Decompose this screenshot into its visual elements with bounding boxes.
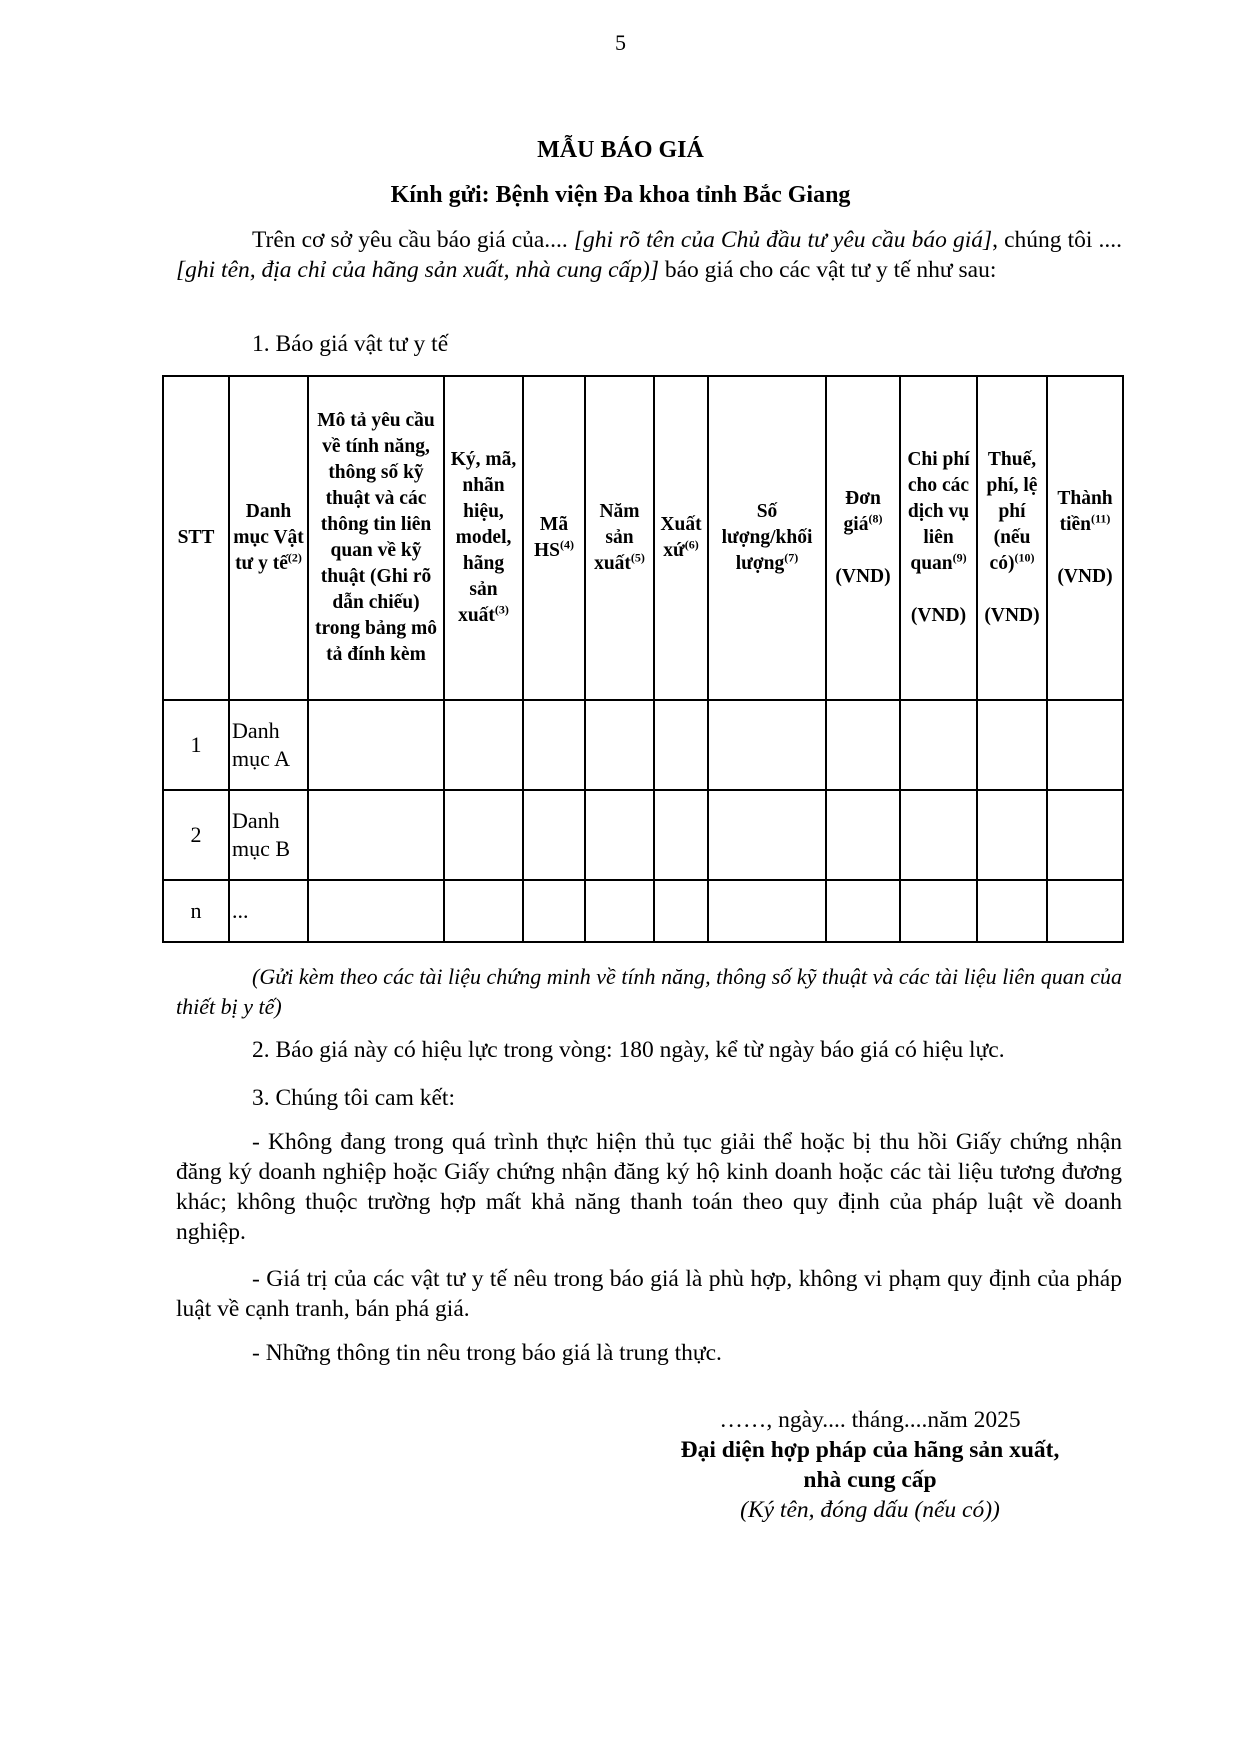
cell-empty [444, 700, 523, 790]
cell-empty [308, 700, 444, 790]
header-stt: STT [163, 376, 229, 700]
cell-empty [585, 700, 654, 790]
document-title: MẪU BÁO GIÁ [537, 137, 704, 163]
cell-empty [444, 790, 523, 880]
section-1-heading: 1. Báo giá vật tư y tế [252, 331, 449, 357]
header-unit-price: Đơn giá$^{(8)}$ (VND) [826, 376, 900, 700]
table-header-row [163, 376, 1123, 700]
cell-empty [1047, 880, 1123, 942]
cell-empty [826, 700, 900, 790]
cell-empty [900, 790, 977, 880]
header-brand-model: Ký, mã, nhãn hiệu, model, hãng sản xuất$^{(3)}$ [444, 376, 523, 700]
table-row [163, 700, 1123, 790]
header-year: Năm sản xuất$^{(5)}$ [585, 376, 654, 700]
header-description: Mô tả yêu cầu về tính năng, thông số kỹ thuật và các thông tin liên quan về kỹ thuật (Ghi rõ dẫn chiếu) trong bảng mô tả đính kèm [308, 376, 444, 700]
signature-block [640, 1405, 1100, 1525]
cell-empty [977, 790, 1047, 880]
commitment-1: - Không đang trong quá trình thực hiện thủ tục giải thể hoặc bị thu hồi Giấy chứng nhận đăng ký doanh nghiệp hoặc Giấy chứng nhận đăng ký hộ kinh doanh hoặc các tài liệu tương đương khác; không thuộc trường hợp mất khả năng thanh toán theo quy định của pháp luật về doanh nghiệp. [176, 1129, 1122, 1245]
row-category: Danh mục B [229, 790, 308, 880]
intro-text-2: , chúng tôi .... [992, 227, 1122, 253]
signature-role-line-1: Đại diện hợp pháp của hãng sản xuất, [680, 1437, 1060, 1463]
cell-empty [308, 880, 444, 942]
row-stt: n [163, 880, 229, 942]
cell-empty [826, 790, 900, 880]
row-category: Danh mục A [229, 700, 308, 790]
intro-paragraph [176, 225, 1122, 285]
cell-empty [977, 880, 1047, 942]
cell-empty [826, 880, 900, 942]
signature-date-line: ……, ngày.... tháng....năm 2025 [719, 1407, 1021, 1433]
intro-text-3: báo giá cho các vật tư y tế như sau: [659, 257, 997, 283]
attachment-note: (Gửi kèm theo các tài liệu chứng minh về tính năng, thông số kỹ thuật và các tài liệu liên quan của thiết bị y tế) [176, 964, 1122, 1019]
section-3-heading: 3. Chúng tôi cam kết: [252, 1085, 455, 1111]
cell-empty [523, 700, 585, 790]
cell-empty [1047, 700, 1123, 790]
signature-role-line-2: nhà cung cấp [803, 1467, 937, 1493]
cell-empty [1047, 790, 1123, 880]
cell-empty [585, 880, 654, 942]
cell-empty [977, 700, 1047, 790]
table-row [163, 880, 1123, 942]
cell-empty [654, 880, 708, 942]
intro-placeholder-supplier: [ghi tên, địa chỉ của hãng sản xuất, nhà cung cấp)] [176, 257, 659, 283]
recipient-line: Kính gửi: Bệnh viện Đa khoa tỉnh Bắc Giang [390, 182, 851, 208]
cell-empty [654, 700, 708, 790]
header-hs-code: Mã HS$^{(4)}$ [523, 376, 585, 700]
cell-empty [654, 790, 708, 880]
header-quantity: Số lượng/khối lượng$^{(7)}$ [708, 376, 826, 700]
cell-empty [900, 880, 977, 942]
row-stt: 2 [163, 790, 229, 880]
header-category: Danh mục Vật tư y tế$^{(2)}$ [229, 376, 308, 700]
cell-empty [523, 880, 585, 942]
cell-empty [708, 790, 826, 880]
header-tax: Thuế, phí, lệ phí (nếu có)$^{(10)}$ (VND) [977, 376, 1047, 700]
table-row [163, 790, 1123, 880]
cell-empty [708, 880, 826, 942]
cell-empty [308, 790, 444, 880]
cell-empty [708, 700, 826, 790]
intro-text-1: Trên cơ sở yêu cầu báo giá của.... [252, 227, 574, 253]
row-stt: 1 [163, 700, 229, 790]
page-number: 5 [615, 30, 626, 55]
intro-placeholder-investor: [ghi rõ tên của Chủ đầu tư yêu cầu báo giá] [573, 227, 993, 253]
commitment-3: - Những thông tin nêu trong báo giá là trung thực. [252, 1340, 722, 1366]
cell-empty [900, 700, 977, 790]
header-service-cost: Chi phí cho các dịch vụ liên quan$^{(9)}$ (VND) [900, 376, 977, 700]
header-origin: Xuất xứ$^{(6)}$ [654, 376, 708, 700]
header-total: Thành tiền$^{(11)}$ (VND) [1047, 376, 1123, 700]
cell-empty [444, 880, 523, 942]
cell-empty [523, 790, 585, 880]
signature-instruction: (Ký tên, đóng dấu (nếu có)) [740, 1497, 1000, 1523]
quote-table [162, 375, 1124, 943]
commitment-2: - Giá trị của các vật tư y tế nêu trong báo giá là phù hợp, không vi phạm quy định của pháp luật về cạnh tranh, bán phá giá. [176, 1266, 1122, 1322]
section-2-validity: 2. Báo giá này có hiệu lực trong vòng: 180 ngày, kể từ ngày báo giá có hiệu lực. [252, 1037, 1005, 1063]
cell-empty [585, 790, 654, 880]
row-category: ... [229, 880, 308, 942]
